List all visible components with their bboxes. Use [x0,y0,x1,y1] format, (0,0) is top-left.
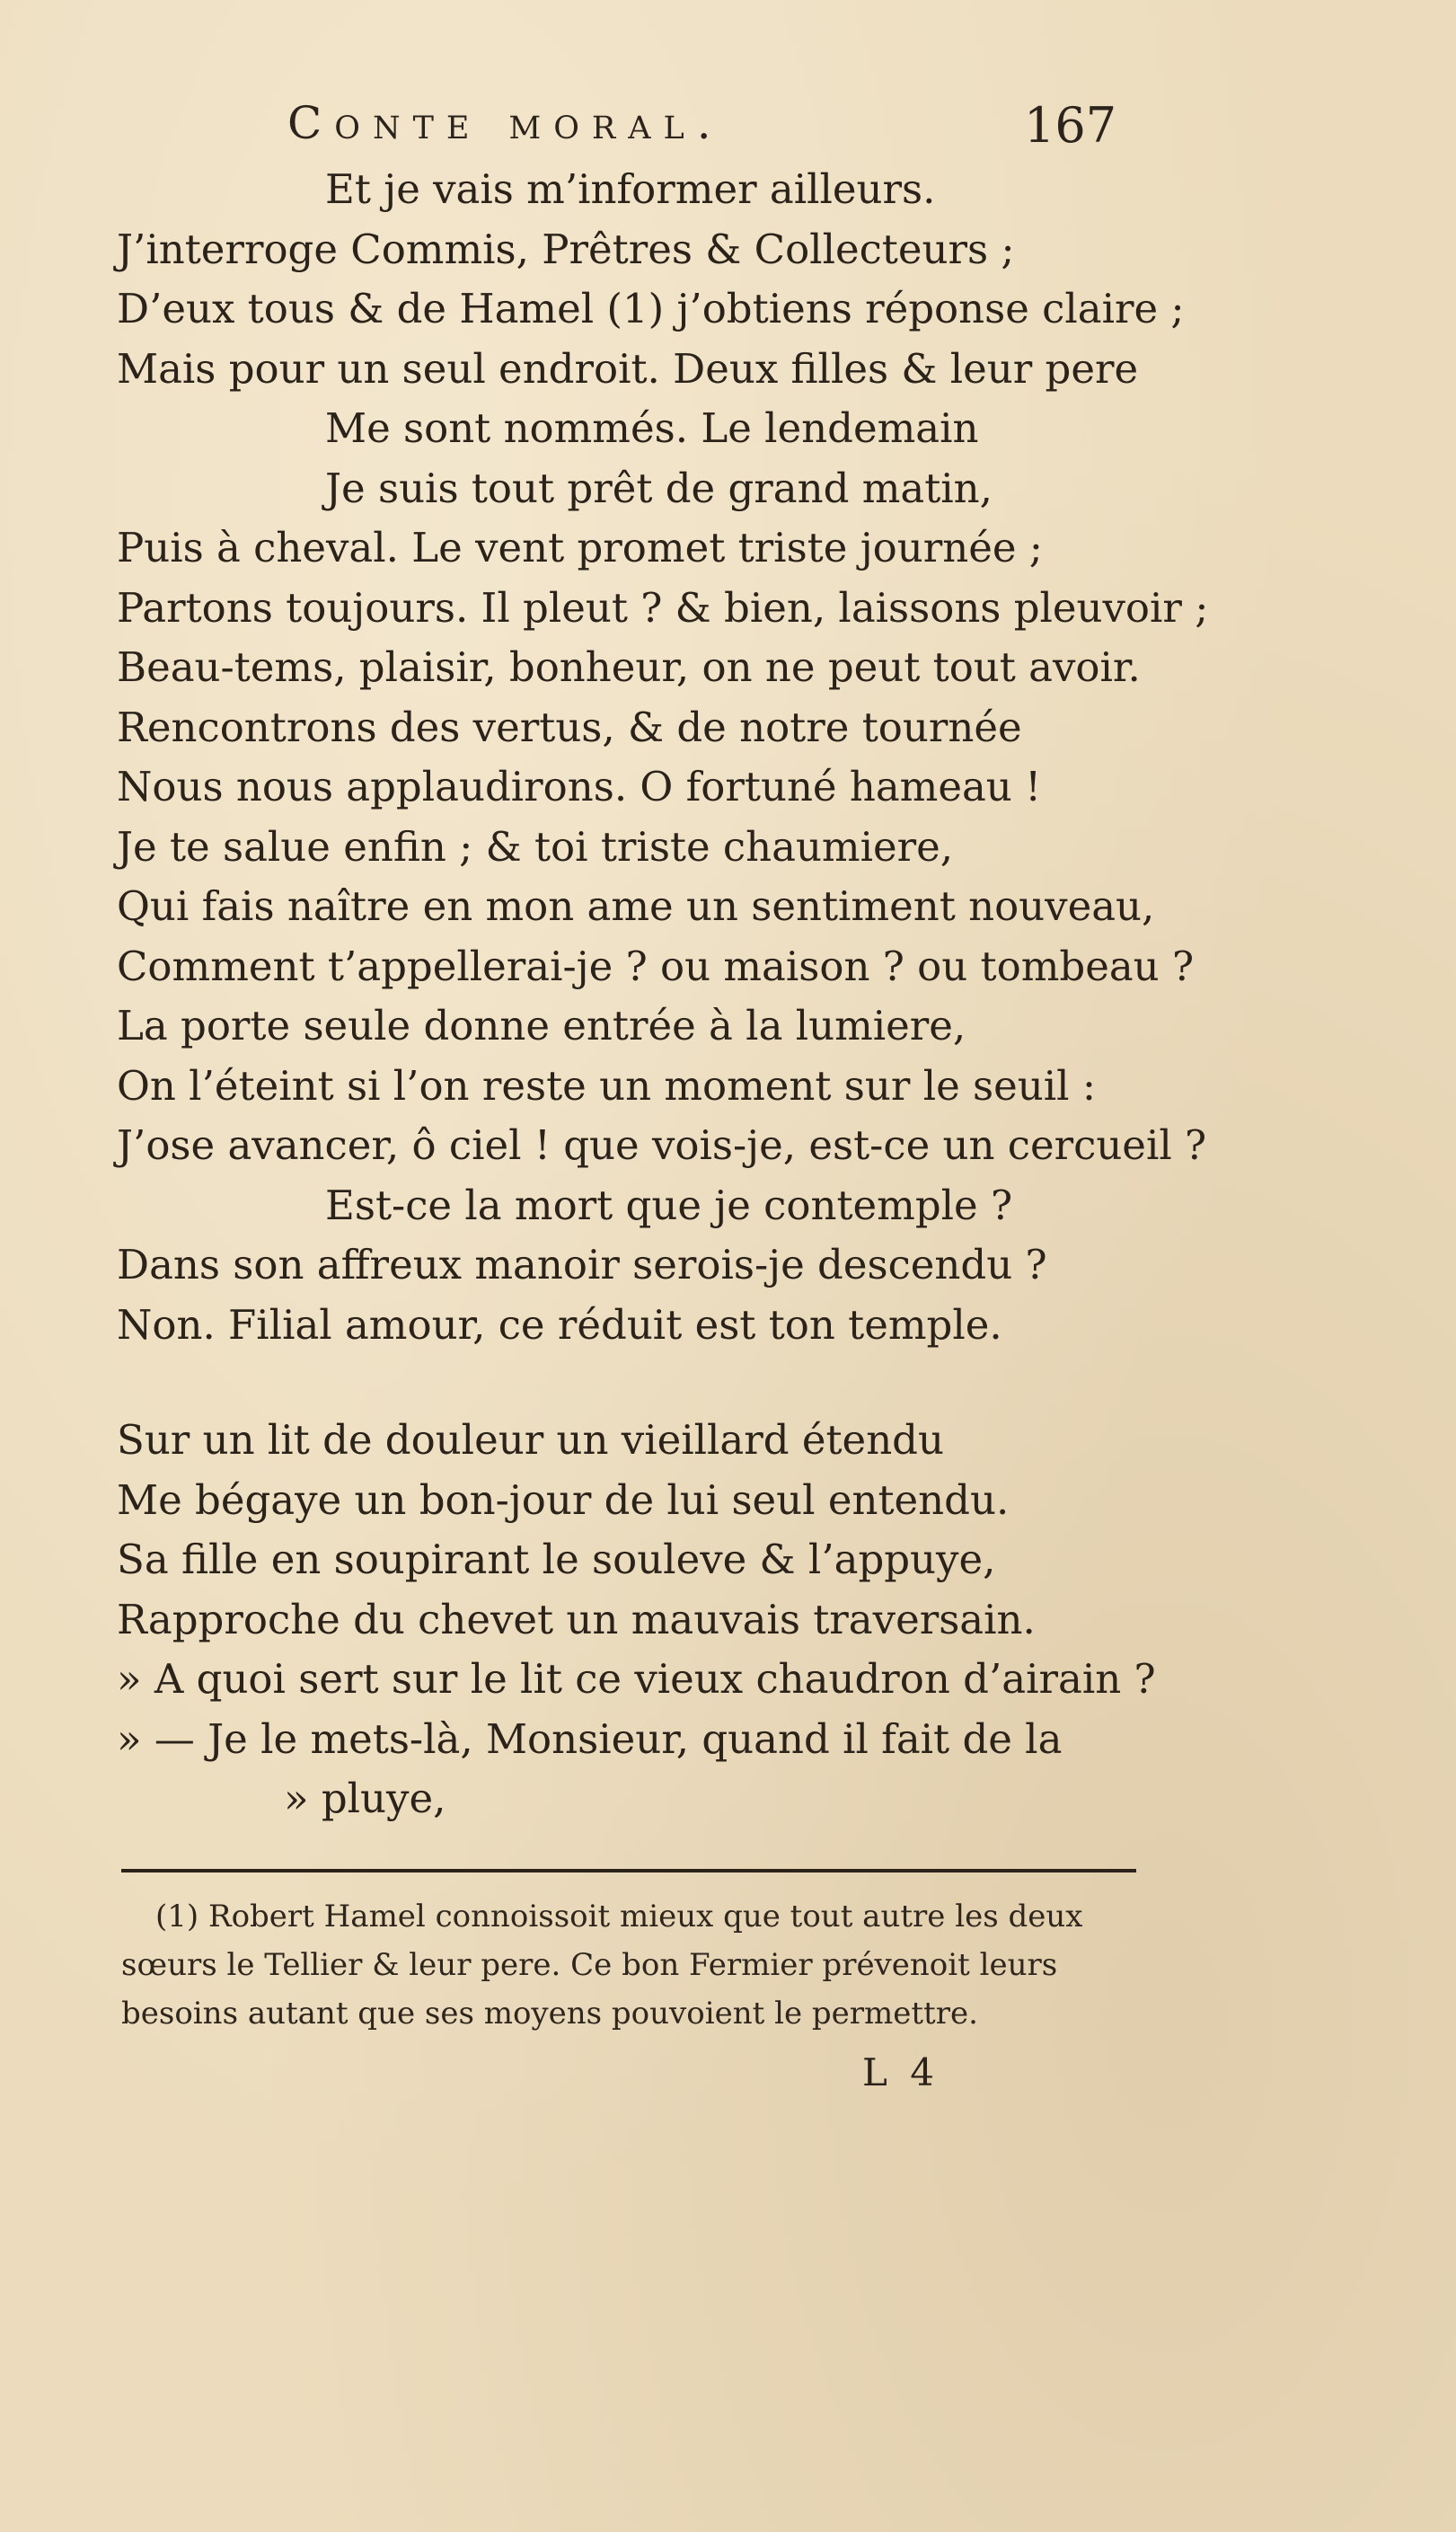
verse-line: Mais pour un seul endroit. Deux filles & leur pere [117,344,1139,393]
footnote-rule [121,1869,1136,1872]
verse-line: » pluye, [284,1775,446,1822]
verse-line: Me bégaye un bon-jour de lui seul entendu. [117,1475,1010,1524]
verse-line: Me sont nommés. Le lendemain [325,404,979,452]
verse-line: » A quoi sert sur le lit ce vieux chaudron d’airain ? [117,1655,1156,1703]
footnote-line: (1) Robert Hamel connoissoit mieux que tout autre les deux [155,1899,1083,1934]
verse-body [117,160,1209,1829]
footnote-line: sœurs le Tellier & leur pere. Ce bon Fermier prévenoit leurs [121,1947,1058,1983]
page-header [287,97,1186,160]
verse-line: On l’éteint si l’on reste un moment sur le seuil : [117,1061,1096,1110]
verse-line: Comment t’appellerai-je ? ou maison ? ou tombeau ? [117,942,1195,990]
verse-line: Je te salue enfin ; & toi triste chaumiere, [117,822,954,871]
running-head: Conte moral. [287,97,724,149]
verse-line: D’eux tous & de Hamel (1) j’obtiens réponse claire ; [117,285,1185,332]
verse-line: J’interroge Commis, Prêtres & Collecteurs ; [117,225,1015,273]
verse-line: J’ose avancer, ô ciel ! que vois-je, est-ce un cercueil ? [117,1121,1207,1169]
page-number: 167 [1024,97,1117,154]
verse-line: Qui fais naître en mon ame un sentiment nouveau, [117,882,1155,930]
verse-line: Puis à cheval. Le vent promet triste journée ; [117,524,1043,571]
verse-line: Sa fille en soupirant le souleve & l’appuye, [117,1536,996,1583]
verse-line: Non. Filial amour, ce réduit est ton temple. [117,1300,1002,1349]
verse-line: » — Je le mets-là, Monsieur, quand il fait de la [117,1714,1063,1763]
stanza-break [117,1355,1195,1411]
verse-line: Rapproche du chevet un mauvais traversain. [117,1595,1036,1643]
verse-line: Nous nous applaudirons. O fortuné hameau ! [117,763,1042,810]
verse-line: Je suis tout prêt de grand matin, [325,464,993,512]
verse-line: Partons toujours. Il pleut ? & bien, laissons pleuvoir ; [117,583,1209,632]
verse-line: Sur un lit de douleur un vieillard étendu [117,1416,944,1464]
verse-line: Et je vais m’informer ailleurs. [325,165,936,213]
verse-line: Est-ce la mort que je contemple ? [325,1181,1013,1229]
verse-line: Beau-tems, plaisir, bonheur, on ne peut tout avoir. [117,643,1141,691]
footnote [121,1892,1154,2038]
verse-line: La porte seule donne entrée à la lumiere, [117,1002,966,1049]
signature-mark: L 4 [862,2050,940,2094]
verse-line: Rencontrons des vertus, & de notre tournée [117,703,1022,751]
verse-line: Dans son affreux manoir serois-je descendu ? [117,1241,1047,1288]
footnote-line: besoins autant que ses moyens pouvoient le permettre. [121,1996,978,2032]
